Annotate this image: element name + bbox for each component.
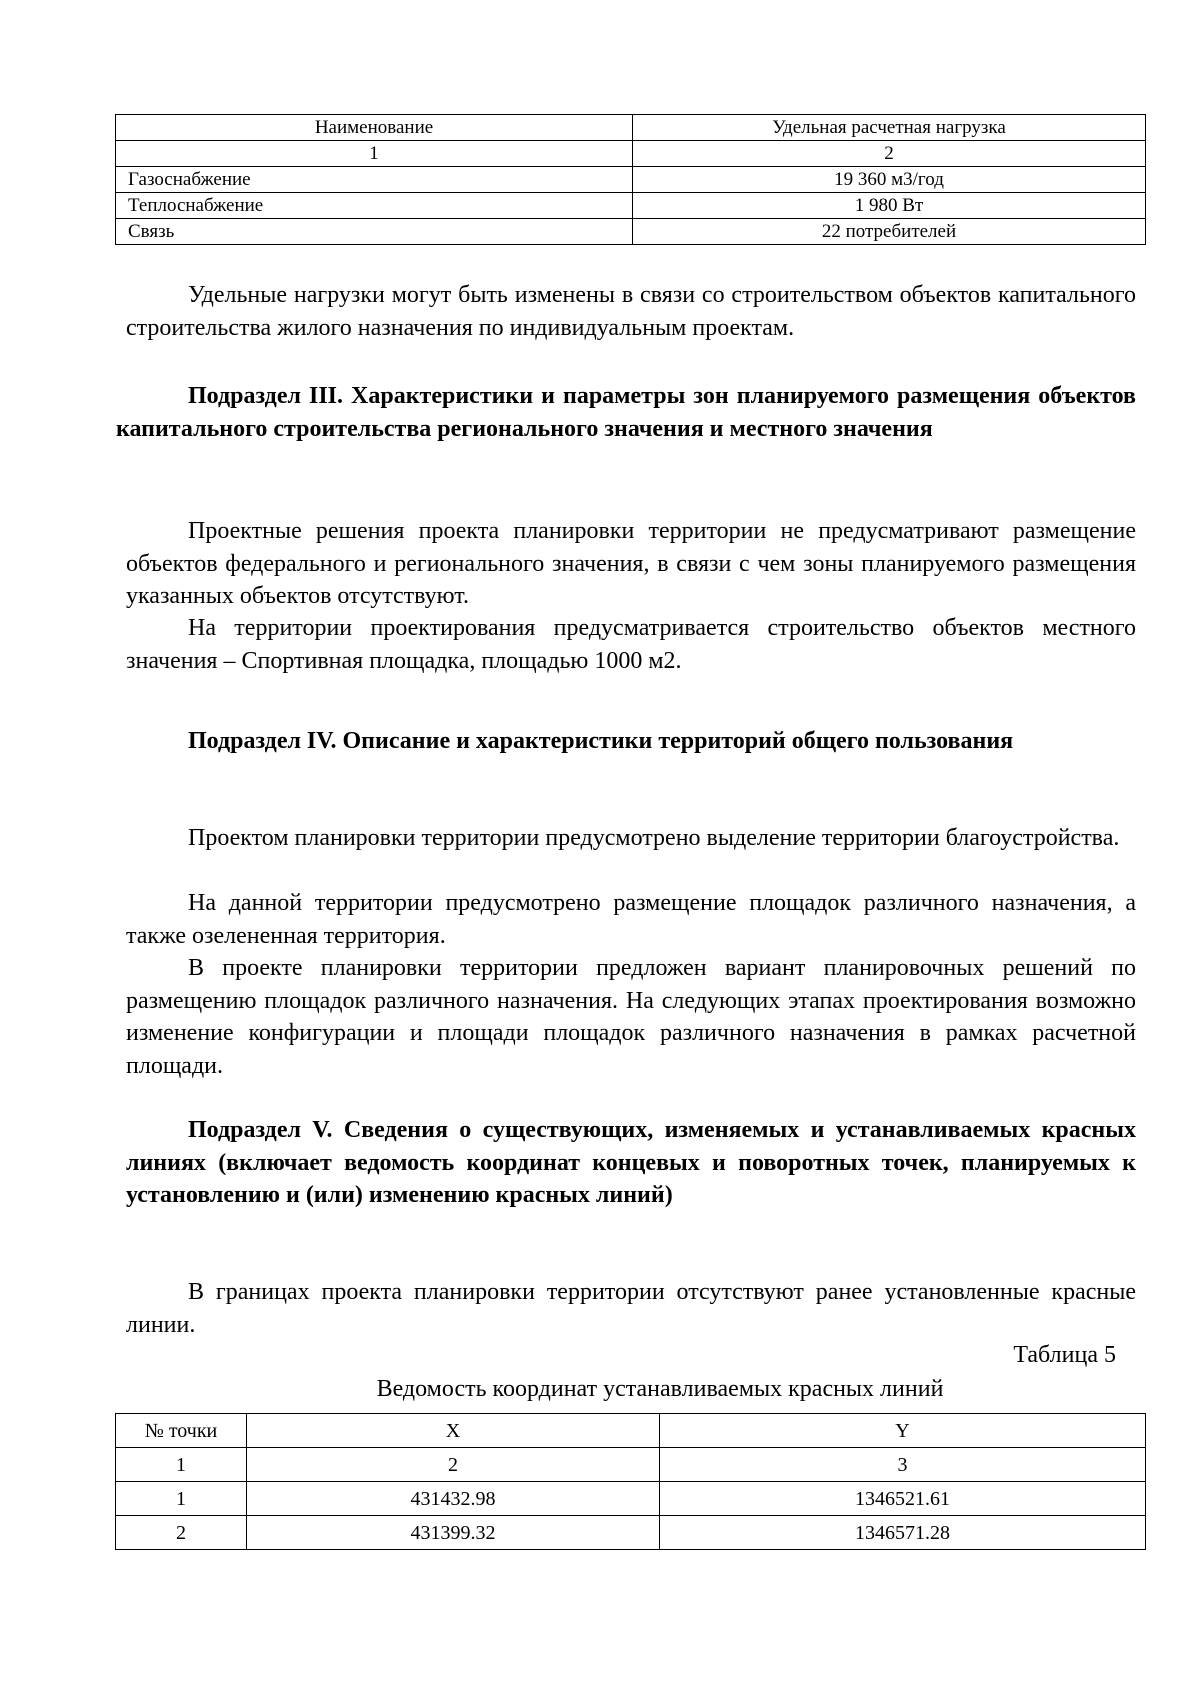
table-cell: 1 980 Вт: [633, 193, 1146, 219]
table-cell: 1346521.61: [660, 1482, 1146, 1516]
table-row: [116, 1482, 1146, 1516]
paragraph-4-3: В проекте планировки территории предложен вариант планировочных решений по размещению площадок различного назначения. На следующих этапах проектирования возможно изменение конфигурации и площади площадок различного назначения в рамках расчетной площади.: [126, 955, 1136, 1079]
table-row: [116, 1516, 1146, 1550]
table-row: [116, 193, 1146, 219]
table-cell: 1: [116, 1482, 247, 1516]
table-cell: 431399.32: [247, 1516, 660, 1550]
numbering-cell: 1: [116, 1448, 247, 1482]
numbering-cell: 1: [116, 141, 633, 167]
header-cell-y: Y: [660, 1414, 1146, 1448]
table-title: Ведомость координат устанавливаемых красных линий: [376, 1376, 944, 1402]
header-cell-point: № точки: [116, 1414, 247, 1448]
table-cell: 22 потребителей: [633, 219, 1146, 245]
coordinates-table: [115, 1413, 1146, 1550]
paragraph-4-1: Проектом планировки территории предусмотрено выделение территории благоустройства.: [188, 825, 1120, 851]
paragraph-3-2: На территории проектирования предусматривается строительство объектов местного значения – Спортивная площадка, площадью 1000 м2.: [126, 615, 1136, 674]
header-cell-x: X: [247, 1414, 660, 1448]
table-numbering-row: [116, 1448, 1146, 1482]
paragraph-4-2: На данной территории предусмотрено размещение площадок различного назначения, а также озелененная территория.: [126, 890, 1136, 949]
subsection-heading-3: Подраздел III. Характеристики и параметры зон планируемого размещения объектов капитального строительства регионального значения и местного значения: [116, 383, 1136, 442]
table-label: Таблица 5: [1013, 1342, 1116, 1368]
header-cell-load: Удельная расчетная нагрузка: [633, 115, 1146, 141]
table-header-row: [116, 115, 1146, 141]
numbering-cell: 2: [633, 141, 1146, 167]
numbering-cell: 2: [247, 1448, 660, 1482]
table-cell: 2: [116, 1516, 247, 1550]
numbering-cell: 3: [660, 1448, 1146, 1482]
table-cell: 1346571.28: [660, 1516, 1146, 1550]
table-header-row: [116, 1414, 1146, 1448]
load-table: [115, 114, 1146, 245]
table-cell: Теплоснабжение: [116, 193, 633, 219]
paragraph-5-1: В границах проекта планировки территории отсутствуют ранее установленные красные линии.: [126, 1279, 1136, 1338]
table-cell: 431432.98: [247, 1482, 660, 1516]
table-cell: Связь: [116, 219, 633, 245]
table-cell: Газоснабжение: [116, 167, 633, 193]
header-cell-name: Наименование: [116, 115, 633, 141]
subsection-heading-4: Подраздел IV. Описание и характеристики территорий общего пользования: [188, 728, 1014, 754]
subsection-heading-5: Подраздел V. Сведения о существующих, изменяемых и устанавливаемых красных линиях (включает ведомость координат концевых и поворотных точек, планируемых к установлению и (или) изменению красных линий): [126, 1117, 1136, 1208]
paragraph-3-1: Проектные решения проекта планировки территории не предусматривают размещение объектов федерального и регионального значения, в связи с чем зоны планируемого размещения указанных объектов отсутствуют.: [126, 518, 1136, 609]
paragraph-loads: Удельные нагрузки могут быть изменены в связи со строительством объектов капитального строительства жилого назначения по индивидуальным проектам.: [126, 282, 1136, 341]
table-row: [116, 167, 1146, 193]
table-numbering-row: [116, 141, 1146, 167]
table-row: [116, 219, 1146, 245]
table-cell: 19 360 м3/год: [633, 167, 1146, 193]
